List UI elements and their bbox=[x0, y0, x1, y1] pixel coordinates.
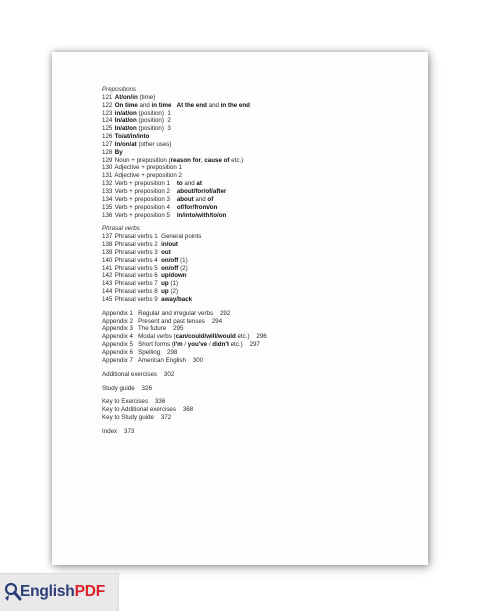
prepositions-entry[interactable] bbox=[102, 188, 422, 196]
unit-number: 140 bbox=[102, 256, 113, 264]
index-entry[interactable]: Index 373 bbox=[102, 427, 135, 435]
unit-title: At/on/in (time) bbox=[114, 93, 156, 101]
appendix-entry[interactable]: Appendix 4 Modal verbs (can/could/will/would etc.) 296 bbox=[102, 333, 267, 341]
key-exercises-entry[interactable]: Key to Exercises 336 bbox=[102, 398, 166, 406]
prepositions-entry[interactable] bbox=[102, 204, 422, 212]
phrasal-verbs-list bbox=[102, 233, 422, 304]
key-study-guide-entry[interactable]: Key to Study guide 372 bbox=[102, 414, 172, 422]
unit-title: Phrasal verbs 8 up (2) bbox=[113, 288, 178, 296]
phrasal-verbs-entry[interactable] bbox=[102, 288, 422, 296]
unit-number: 133 bbox=[102, 187, 113, 195]
prepositions-entry[interactable] bbox=[102, 117, 422, 125]
unit-title: Verb + preposition 2 about/for/of/after bbox=[113, 187, 227, 195]
unit-title: Phrasal verbs 1 General points bbox=[113, 233, 202, 241]
unit-title: Adjective + preposition 1 bbox=[113, 164, 182, 172]
section-title-prepositions: Prepositions bbox=[102, 86, 137, 93]
appendices-list bbox=[102, 310, 422, 365]
unit-number: 129 bbox=[102, 156, 113, 164]
phrasal-verbs-entry[interactable] bbox=[102, 249, 422, 257]
unit-number: 123 bbox=[102, 109, 113, 117]
additional-exercises-entry[interactable]: Additional exercises 302 bbox=[102, 370, 175, 378]
prepositions-entry[interactable] bbox=[102, 196, 422, 204]
unit-title: Phrasal verbs 3 out bbox=[113, 248, 171, 256]
appendix-entry[interactable]: Appendix 1 Regular and irregular verbs 292 bbox=[102, 309, 231, 317]
prepositions-entry[interactable] bbox=[102, 125, 422, 133]
unit-number: 145 bbox=[102, 295, 113, 303]
prepositions-entry[interactable] bbox=[102, 172, 422, 180]
unit-title: Verb + preposition 3 about and of bbox=[113, 195, 214, 203]
unit-number: 124 bbox=[102, 117, 113, 125]
logo-wordmark bbox=[20, 583, 105, 601]
unit-title: Verb + preposition 1 to and at bbox=[113, 180, 202, 188]
unit-number: 141 bbox=[102, 264, 113, 272]
prepositions-entry[interactable] bbox=[102, 141, 422, 149]
unit-number: 144 bbox=[102, 288, 113, 296]
unit-number: 143 bbox=[102, 280, 113, 288]
section-title-phrasal-verbs: Phrasal verbs bbox=[102, 225, 140, 233]
prepositions-entry[interactable] bbox=[102, 180, 422, 188]
phrasal-verbs-entry[interactable] bbox=[102, 241, 422, 249]
phrasal-verbs-entry[interactable] bbox=[102, 257, 422, 265]
unit-title: By bbox=[114, 148, 123, 156]
unit-number: 126 bbox=[102, 133, 113, 141]
appendix-entry[interactable]: Appendix 7 American English 300 bbox=[102, 356, 204, 364]
phrasal-verbs-entry[interactable] bbox=[102, 296, 422, 304]
unit-number: 142 bbox=[102, 272, 113, 280]
phrasal-verbs-entry[interactable] bbox=[102, 265, 422, 273]
prepositions-entry[interactable] bbox=[102, 164, 422, 172]
unit-number: 125 bbox=[102, 125, 113, 133]
unit-title: To/at/in/into bbox=[114, 133, 150, 141]
unit-title: in/at/on (position) 1 bbox=[114, 109, 171, 117]
appendix-entry[interactable]: Appendix 6 Spelling 298 bbox=[102, 349, 178, 356]
unit-title: Adjective + preposition 2 bbox=[113, 172, 182, 180]
logo-pdf-text: PDF bbox=[74, 583, 105, 600]
unit-number: 122 bbox=[102, 101, 113, 109]
unit-title: Phrasal verbs 7 up (1) bbox=[113, 280, 178, 288]
unit-number: 132 bbox=[102, 180, 113, 188]
prepositions-list bbox=[102, 94, 422, 220]
document-page bbox=[52, 52, 428, 565]
key-additional-exercises-entry[interactable]: Key to Additional exercises 368 bbox=[102, 406, 194, 414]
unit-number: 131 bbox=[102, 172, 113, 180]
study-guide-entry[interactable]: Study guide 326 bbox=[102, 384, 152, 392]
unit-number: 121 bbox=[102, 93, 113, 101]
prepositions-entry[interactable] bbox=[102, 133, 422, 141]
prepositions-entry[interactable] bbox=[102, 102, 422, 110]
unit-number: 136 bbox=[102, 211, 113, 219]
phrasal-verbs-entry[interactable] bbox=[102, 280, 422, 288]
unit-title: Verb + preposition 5 in/into/with/to/on bbox=[113, 211, 227, 219]
unit-number: 127 bbox=[102, 140, 113, 148]
appendix-entry[interactable]: Appendix 2 Present and past tenses 294 bbox=[102, 317, 223, 325]
unit-title: Noun + preposition (reason for, cause of etc.) bbox=[113, 156, 244, 164]
unit-number: 128 bbox=[102, 148, 113, 156]
unit-title: Phrasal verbs 9 away/back bbox=[113, 295, 193, 303]
unit-title: On time and in time At the end and in the end bbox=[114, 101, 250, 109]
unit-title: In/at/on (position) 3 bbox=[114, 125, 171, 133]
unit-title: In/on/at (other uses) bbox=[114, 140, 172, 148]
unit-number: 134 bbox=[102, 195, 113, 203]
prepositions-entry[interactable] bbox=[102, 110, 422, 118]
unit-number: 137 bbox=[102, 233, 113, 241]
prepositions-entry[interactable] bbox=[102, 212, 422, 220]
logo-english-text: English bbox=[20, 583, 75, 600]
prepositions-entry[interactable] bbox=[102, 157, 422, 165]
unit-number: 138 bbox=[102, 241, 113, 249]
unit-number: 139 bbox=[102, 248, 113, 256]
appendix-entry[interactable]: Appendix 5 Short forms (I'm / you've / didn't etc.) 297 bbox=[102, 341, 260, 349]
phrasal-verbs-entry[interactable] bbox=[102, 272, 422, 280]
unit-title: Phrasal verbs 2 in/out bbox=[113, 241, 178, 249]
unit-title: In/at/on (position) 2 bbox=[114, 117, 171, 125]
table-of-contents bbox=[102, 86, 422, 436]
prepositions-entry[interactable] bbox=[102, 149, 422, 157]
englishpdf-logo bbox=[0, 573, 119, 611]
phrasal-verbs-entry[interactable] bbox=[102, 233, 422, 241]
unit-number: 130 bbox=[102, 164, 113, 172]
unit-number: 135 bbox=[102, 203, 113, 211]
unit-title: Phrasal verbs 6 up/down bbox=[113, 272, 187, 280]
unit-title: Phrasal verbs 5 on/off (2) bbox=[113, 264, 188, 272]
appendix-entry[interactable]: Appendix 3 The future 295 bbox=[102, 325, 184, 333]
unit-title: Phrasal verbs 4 on/off (1) bbox=[113, 256, 188, 264]
unit-title: Verb + preposition 4 of/for/from/on bbox=[113, 203, 218, 211]
prepositions-entry[interactable] bbox=[102, 94, 422, 102]
